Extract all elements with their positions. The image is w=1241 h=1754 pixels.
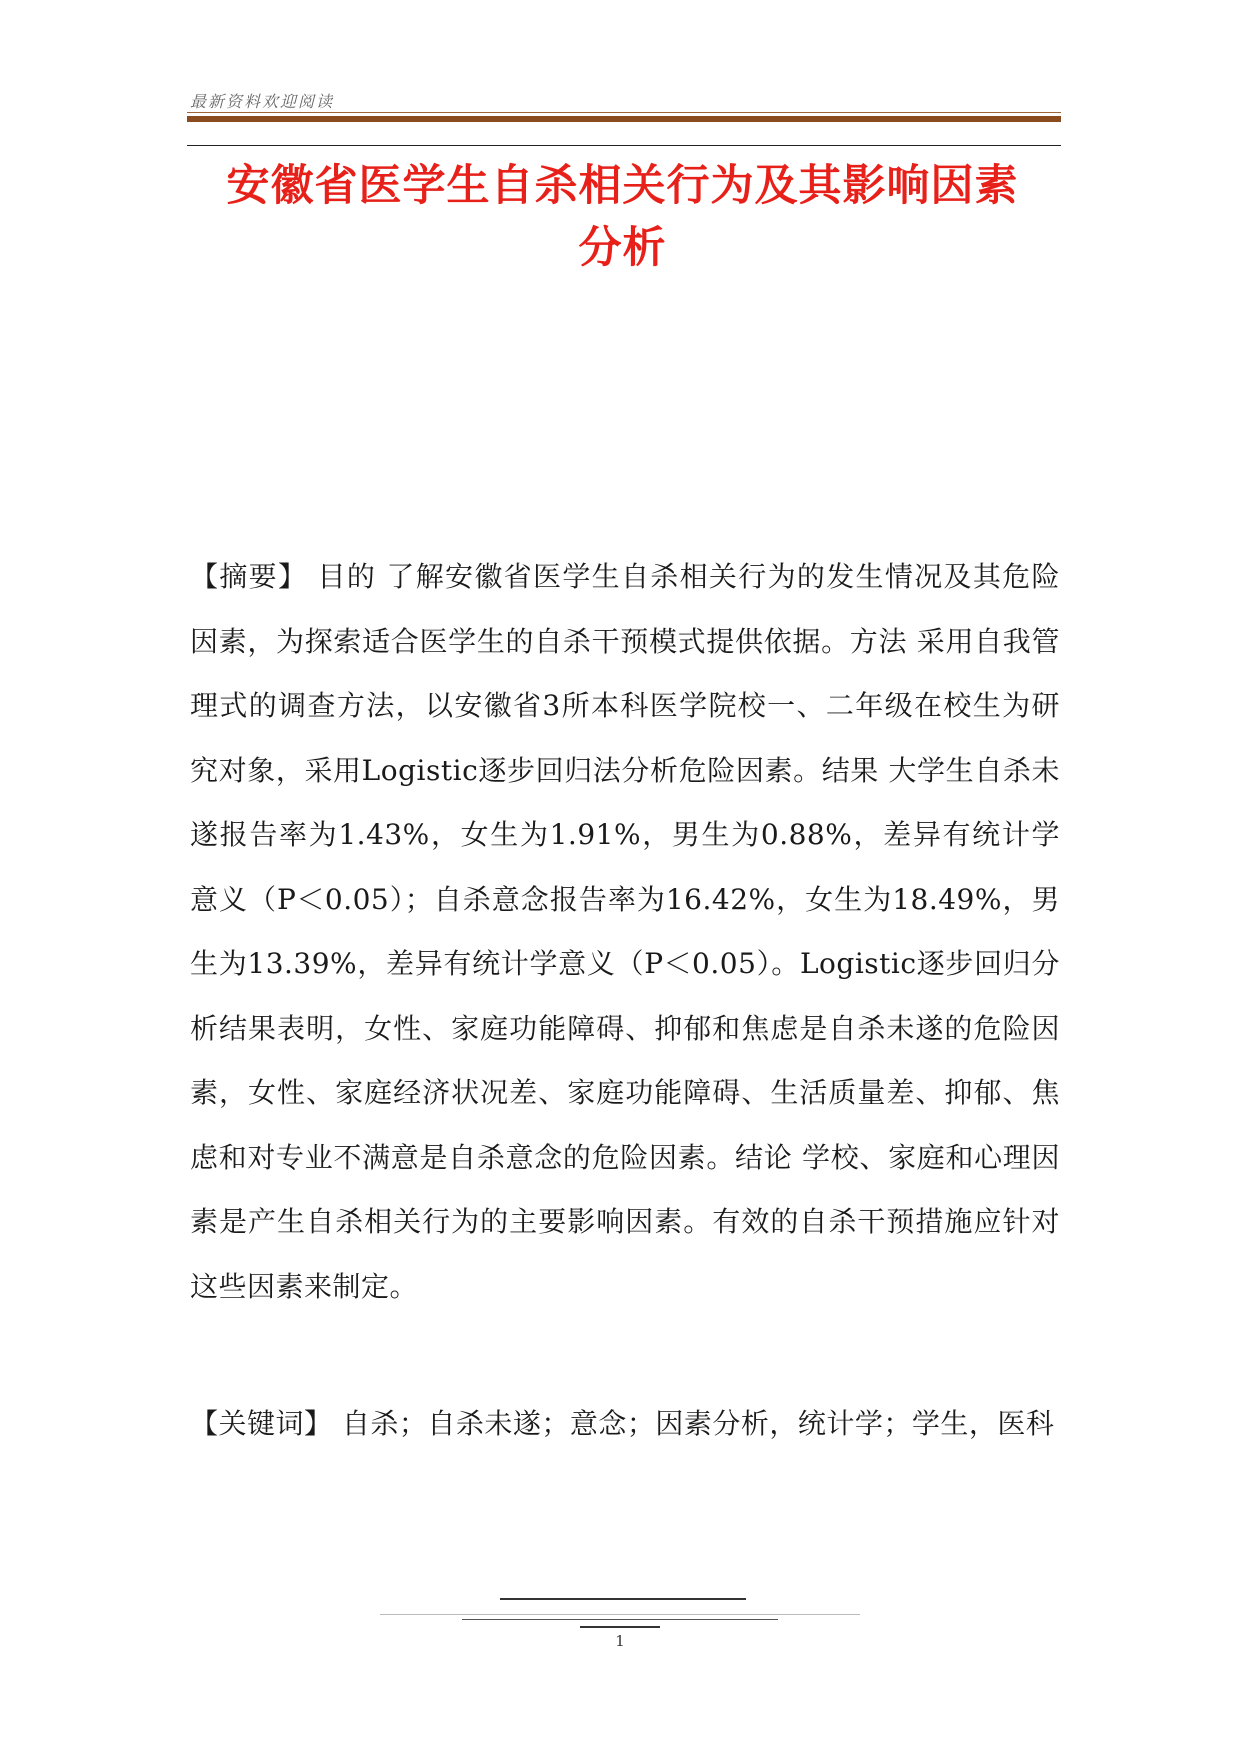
footer-rule-long xyxy=(380,1614,860,1615)
keywords-text: 自杀；自杀未遂；意念；因素分析，统计学；学生，医科 xyxy=(332,1407,1055,1440)
title-line-1: 安徽省医学生自杀相关行为及其影响因素 xyxy=(226,161,1019,211)
footer-rule-mid xyxy=(462,1619,778,1620)
title-line-2: 分析 xyxy=(578,223,667,273)
abstract-label: 【摘要】 xyxy=(190,560,308,593)
keywords-label: 【关键词】 xyxy=(190,1407,333,1440)
abstract-text: 目的 了解安徽省医学生自杀相关行为的发生情况及其危险因素，为探索适合医学生的自杀干预模式提供依据。方法 采用自我管理式的调查方法，以安徽省3所本科医学院校一、二年级在校生为研究对象，采用Logistic逐步回归法分析危险因素。结果 大学生自杀未遂报告率为1.43%，女生为1.91%，男生为0.88%，差异有统计学意义（P＜0.05）；自杀意念报告率为16.42%，女生为18.49%，男生为13.39%，差异有统计学意义（P＜0.05）。Logistic逐步回归分析结果表明，女性、家庭功能障碍、抑郁和焦虑是自杀未遂的危险因素，女性、家庭经济状况差、家庭功能障碍、生活质量差、抑郁、焦虑和对专业不满意是自杀意念的危险因素。结论 学校、家庭和心理因素是产生自杀相关行为的主要影响因素。有效的自杀干预措施应针对这些因素来制定。 xyxy=(190,560,1060,1303)
footer-rule-short xyxy=(500,1598,746,1600)
page-number: 1 xyxy=(615,1632,625,1650)
keywords-paragraph xyxy=(190,1392,1060,1457)
header-rule-top xyxy=(187,112,1061,113)
header-rule-thick xyxy=(187,116,1061,122)
header-rule-bottom xyxy=(187,145,1061,146)
footer-rule-small xyxy=(580,1626,660,1628)
header-text: 最新资料欢迎阅读 xyxy=(190,92,335,111)
document-title xyxy=(190,155,1055,279)
abstract-paragraph xyxy=(190,545,1060,1319)
